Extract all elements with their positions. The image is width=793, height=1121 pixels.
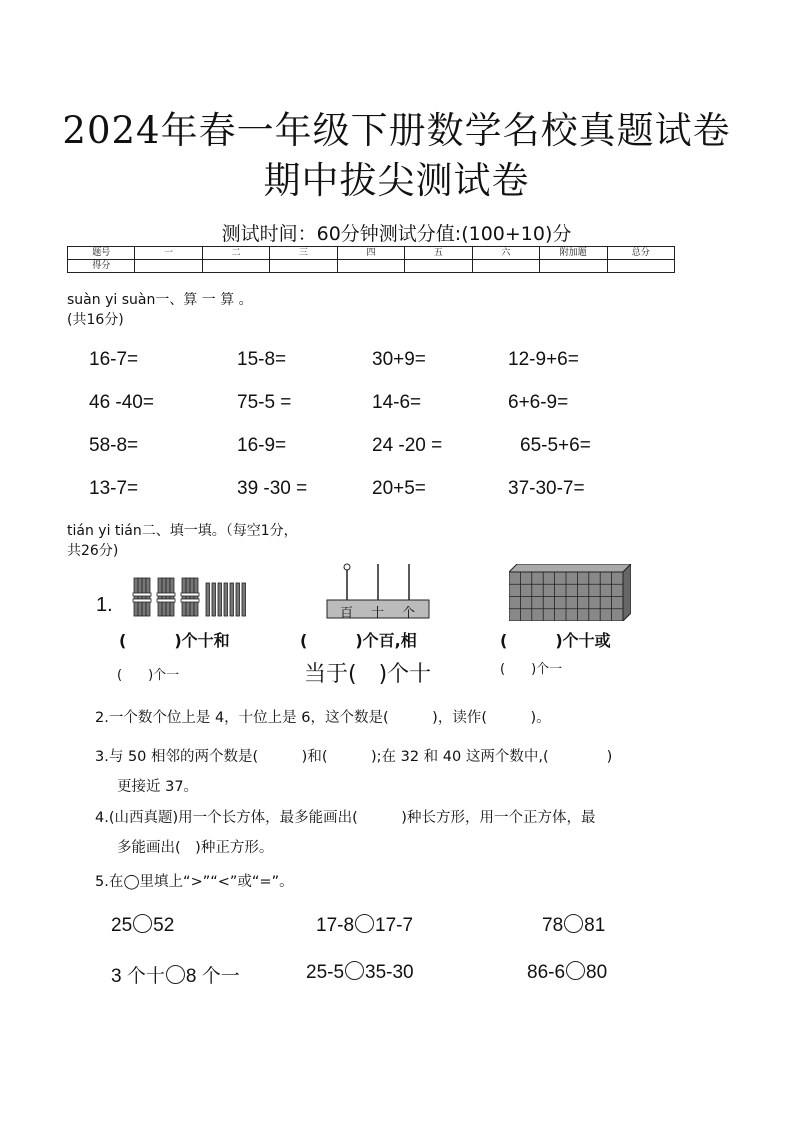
compare-item xyxy=(111,961,240,988)
calc-problem: 14-6= xyxy=(372,392,422,413)
score-cell: 六 xyxy=(472,247,539,260)
score-blank[interactable] xyxy=(337,260,404,273)
q1-blank-c2[interactable]: ( )个一 xyxy=(500,662,563,677)
calc-problem: 24 -20 = xyxy=(372,435,443,456)
calc-problem: 58-8= xyxy=(89,435,139,456)
compare-right: 35-30 xyxy=(365,962,414,983)
calc-problem: 30+9= xyxy=(372,349,426,370)
question-5: 5.在◯里填上“>”“<”或“=”。 xyxy=(95,874,294,890)
abacus-label-tens: 十 xyxy=(371,606,385,621)
compare-item xyxy=(316,914,413,937)
question-4-line1: 4.(山西真题)用一个长方体，最多能画出( )种长方形，用一个正方体，最 xyxy=(95,810,596,826)
compare-right: 17-7 xyxy=(375,915,414,936)
compare-left: 86-6 xyxy=(527,962,566,983)
answer-circle[interactable] xyxy=(166,965,185,984)
test-info: 测试时间：60分钟测试分值:(100+10)分 xyxy=(221,223,572,245)
question-3-line2: 更接近 37。 xyxy=(117,779,199,795)
compare-item xyxy=(306,961,414,984)
calc-problem: 16-9= xyxy=(237,435,287,456)
answer-circle[interactable] xyxy=(133,914,152,933)
score-cell: 题号 xyxy=(68,247,135,260)
calc-problem: 6+6-9= xyxy=(508,392,569,413)
score-cell: 五 xyxy=(405,247,472,260)
calc-problem: 65-5+6= xyxy=(520,435,591,456)
score-cell: 三 xyxy=(270,247,337,260)
abacus-label-hundreds: 百 xyxy=(340,606,354,621)
answer-circle[interactable] xyxy=(355,914,374,933)
score-table-score-row xyxy=(68,260,675,273)
question-3-line1: 3.与 50 相邻的两个数是( )和( );在 32 和 40 这两个数中,( ) xyxy=(95,749,613,765)
score-blank[interactable] xyxy=(135,260,202,273)
q1-blank-a2[interactable]: ( )个一 xyxy=(117,668,180,683)
score-cell: 附加题 xyxy=(540,247,607,260)
calc-problem: 15-8= xyxy=(237,349,287,370)
section1-points: (共16分) xyxy=(67,312,124,328)
compare-left: 17-8 xyxy=(316,915,355,936)
answer-circle[interactable] xyxy=(564,914,583,933)
section2-heading: tián yi tián二、填一填。（每空1分， xyxy=(67,523,298,539)
score-table xyxy=(67,246,675,273)
compare-right: 80 xyxy=(586,962,608,983)
compare-left: 25-5 xyxy=(306,962,345,983)
answer-circle[interactable] xyxy=(345,961,364,980)
compare-right: 8 个一 xyxy=(185,966,240,987)
score-cell: 总分 xyxy=(607,247,675,260)
cube-blocks-image xyxy=(509,564,631,621)
compare-item xyxy=(542,914,605,937)
q1-blank-c[interactable]: ( )个十或 xyxy=(500,631,611,650)
score-blank[interactable] xyxy=(405,260,472,273)
calc-problem: 37-30-7= xyxy=(508,478,585,499)
score-blank[interactable] xyxy=(202,260,269,273)
score-cell: 得分 xyxy=(68,260,135,273)
page-subtitle: 期中拔尖测试卷 xyxy=(263,159,530,202)
page-title: 2024年春一年级下册数学名校真题试卷 xyxy=(62,109,731,152)
compare-right: 52 xyxy=(153,915,175,936)
score-blank[interactable] xyxy=(540,260,607,273)
calc-problem: 46 -40= xyxy=(89,392,154,413)
compare-right: 81 xyxy=(584,915,606,936)
question-4-line2: 多能画出( )种正方形。 xyxy=(117,840,274,856)
answer-circle[interactable] xyxy=(566,961,585,980)
compare-left: 25 xyxy=(111,915,133,936)
calc-problem: 12-9+6= xyxy=(508,349,579,370)
calc-problem: 16-7= xyxy=(89,349,139,370)
q1-blank-a[interactable]: ( )个十和 xyxy=(119,631,230,650)
compare-left: 3 个十 xyxy=(111,966,165,987)
bundles-of-sticks-image xyxy=(132,575,247,620)
calc-problem: 13-7= xyxy=(89,478,139,499)
compare-item xyxy=(111,914,174,937)
question-number: 1. xyxy=(96,594,113,616)
q1-blank-b2[interactable]: 当于( )个十 xyxy=(304,662,432,687)
abacus-image xyxy=(326,562,430,620)
score-table-header-row xyxy=(68,247,675,260)
calc-problem: 39 -30 = xyxy=(237,478,308,499)
score-cell: 一 xyxy=(135,247,202,260)
section2-points: 共26分) xyxy=(67,543,119,559)
calc-problem: 75-5 = xyxy=(237,392,292,413)
compare-item xyxy=(527,961,607,984)
score-cell: 四 xyxy=(337,247,404,260)
question-2: 2.一个数个位上是 4，十位上是 6，这个数是( )，读作( )。 xyxy=(95,710,551,726)
score-blank[interactable] xyxy=(607,260,675,273)
q1-blank-b[interactable]: ( )个百,相 xyxy=(300,631,417,650)
score-cell: 二 xyxy=(202,247,269,260)
calc-problem: 20+5= xyxy=(372,478,426,499)
score-blank[interactable] xyxy=(270,260,337,273)
score-blank[interactable] xyxy=(472,260,539,273)
abacus-label-ones: 个 xyxy=(402,606,416,621)
compare-left: 78 xyxy=(542,915,564,936)
section1-heading: suàn yi suàn一、算 一 算 。 xyxy=(67,292,253,308)
